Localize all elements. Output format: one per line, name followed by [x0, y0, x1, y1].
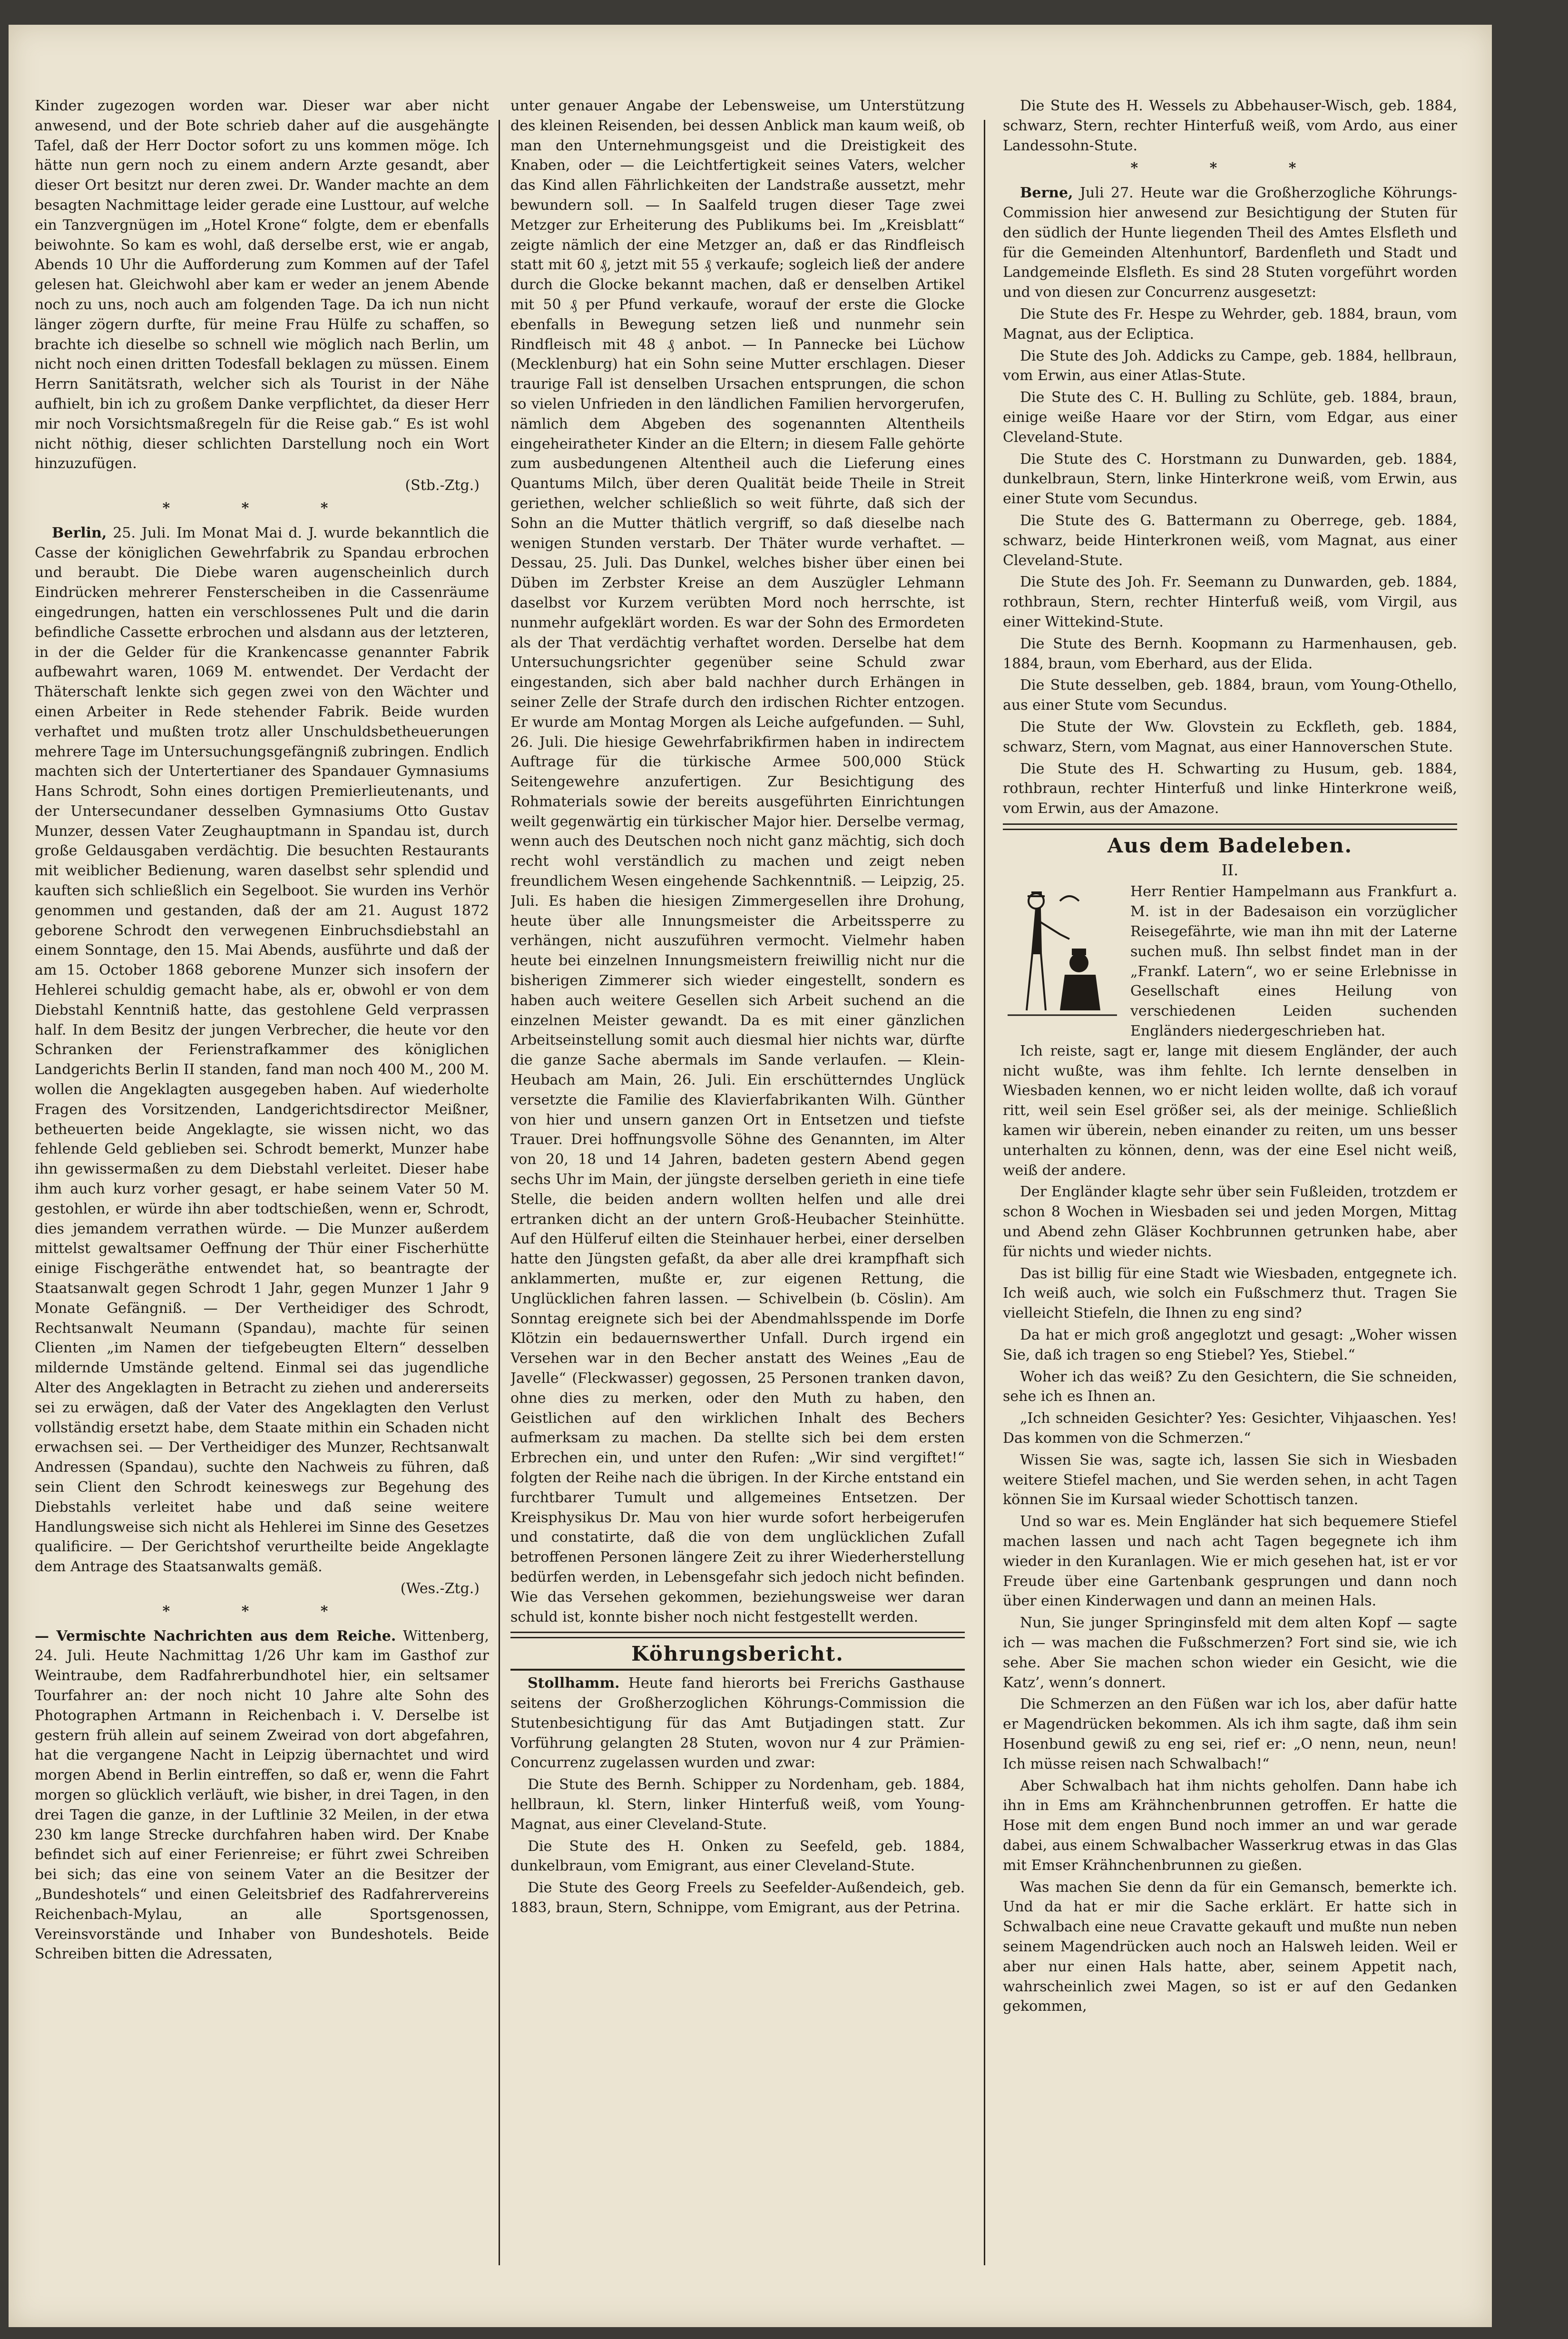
article-berlin	[35, 523, 489, 1577]
article-intro: Herr Rentier Hampelmann aus Frankfurt a. M. ist in der Badesaison ein vorzüglicher Reisegefährte, wie man ihn mit der Laterne suchen muß. Ihn selbst findet man in der „Frankf. Latern“, wo er seine Erlebnisse in Gesellschaft eines Heilung von verschiedenen Leiden suchenden Engländers niedergeschrieben hat.	[1130, 883, 1457, 1040]
paragraph: Aber Schwalbach hat ihm nichts geholfen. Dann habe ich ihn in Ems am Krähnchenbrunnen getroffen. Er hatte die Hose mit dem engen Bund noch immer an und war gerade dabei, aus einem Schwalbacher Wasserkrug etwas in das Glas mit Emser Krähnchenbrunnen zu gießen.	[1003, 1777, 1457, 1874]
list-item: Die Stute des H. Wessels zu Abbehauser-Wisch, geb. 1884, schwarz, Stern, rechter Hinterfuß weiß, vom Ardo, aus einer Landessohn-Stute.	[1003, 98, 1457, 154]
list-item: Die Stute des Bernh. Koopmann zu Harmenhausen, geb. 1884, braun, vom Eberhard, aus der Elida.	[1003, 635, 1457, 672]
article-intro: Kinder zugezogen worden war. Dieser war aber nicht anwesend, und der Bote schrieb daher auf die ausgehängte Tafel, daß der Herr Doctor sofort zu uns kommen möge. Ich hätte nun gern noch zu einem andern Arzte gesandt, aber dieser Ort besitzt nur deren zwei. Dr. Wander machte an dem besagten Nachmittage leider gerade eine Lusttour, auf welche ein Tanzvergnügen im „Hotel Krone“ folgte, dem er ebenfalls beiwohnte. So kam es wohl, daß derselbe erst, wie er angab, Abends 10 Uhr die Aufforderung zum Kommen auf der Tafel gelesen hat. Gleichwohl aber kam er weder an jenem Abende noch zu uns, noch auch am folgenden Tage. Da ich nun nicht länger zögern durfte, für meine Frau Hülfe zu schaffen, so brachte ich dieselbe so schnell wie möglich nach Berlin, um nicht noch einen dritten Todesfall beklagen zu müssen. Einem Herrn Sanitätsrath, welcher sich als Tourist in der Nähe aufhielt, bin ich zu großem Danke verpflichtet, da dieser Herr mir noch Vorsichtsmaßregeln für die Reise gab.“ Es ist wohl nicht nöthig, dieser schlichten Darstellung noch ein Wort hinzuzufügen.	[35, 98, 489, 472]
section-rule	[510, 1669, 965, 1671]
paragraph: „Ich schneiden Gesichter? Yes: Gesichter, Vihjaaschen. Yes! Das kommen von die Schmerzen.“	[1003, 1410, 1457, 1447]
section-title: Aus dem Badeleben.	[1107, 833, 1353, 857]
list-item: Die Stute desselben, geb. 1884, braun, vom Young-Othello, aus einer Stute vom Secundus.	[1003, 677, 1457, 714]
list-item: Die Stute des C. H. Bulling zu Schlüte, geb. 1884, braun, einige weiße Haare vor der Stirn, vom Edgar, aus einer Cleveland-Stute.	[1003, 389, 1457, 446]
source-signature: (Stb.-Ztg.)	[405, 477, 480, 494]
list-item: Die Stute des Joh. Fr. Seemann zu Dunwarden, geb. 1884, rothbraun, Stern, rechter Hinterfuß weiß, vom Virgil, aus einer Wittekind-Stute.	[1003, 574, 1457, 630]
dateline: Stollhamm.	[528, 1675, 620, 1692]
column-2	[510, 96, 965, 2284]
list-item: Die Stute der Ww. Glovstein zu Eckfleth, geb. 1884, schwarz, Stern, vom Magnat, aus einer Hannoverschen Stute.	[1003, 718, 1457, 755]
article-text: 25. Juli. Im Monat Mai d. J. wurde bekanntlich die Casse der königlichen Gewehrfabrik zu Spandau erbrochen und beraubt. Die Diebe waren augenscheinlich durch Eindrücken mehrerer Fensterscheiben in die Cassenräume eingedrungen, hatten ein verschlossenes Pult und die darin befindliche Cassette erbrochen und alsdann aus der letzteren, in der die Gelder für die Krankencasse genannter Fabrik aufbewahrt waren, 1069 M. entwendet. Der Verdacht der Thäterschaft lenkte sich gegen zwei von den Wächter und einen Arbeiter in Rede stehender Fabrik. Beide wurden verhaftet und mußten trotz aller Unschuldsbetheuerungen mehrere Tage im Untersuchungsgefängniß zubringen. Endlich machten sich der Untertertianer des Spandauer Gymnasiums Hans Schrodt, Sohn eines dortigen Premierlieutenants, und der Untersecundaner desselben Gymnasiums Otto Gustav Munzer, dessen Vater Zeughauptmann in Spandau ist, durch große Geldausgaben verdächtig. Die besuchten Restaurants mit weiblicher Bedienung, waren daselbst sehr splendid und kauften sich schließlich ein Segelboot. Sie wurden ins Verhör genommen und gestanden, daß der am 21. August 1872 geborene Schrodt den verwegenen Einbruchsdiebstahl an einem Sonntage, den 15. Mai Abends, ausführte und daß der am 15. October 1868 geborene Munzer sich insofern der Hehlerei schuldig gemacht habe, als er, obwohl er von dem Diebstahl Kenntniß hatte, das gestohlene Geld verprassen half. In dem Besitz der jungen Verbrecher, die heute vor den Schranken der Ferienstrafkammer des königlichen Landgerichts Berlin II standen, fand man noch 400 M., 200 M. wollen die Angeklagten ausgegeben haben. Auf wiederholte Fragen des Vorsitzenden, Landgerichtsdirector Meißner, betheuerten beide Angeklagte, sie wissen nicht, wo das fehlende Geld geblieben sei. Schrodt bemerkt, Munzer habe ihn gewissermaßen zu dem Diebstahl verleitet. Dieser habe ihm auch kurz vorher gesagt, er habe seinem Vater 50 M. gestohlen, er würde ihn aber todtschießen, wenn er, Schrodt, dies jemandem verrathen würde. — Die Munzer außerdem mittelst gewaltsamer Oeffnung der Thür einer Fischerhütte einige Fischgeräthe entwendet hat, so beantragte der Staatsanwalt gegen Schrodt 1 Jahr, gegen Munzer 1 Jahr 9 Monate Gefängniß. — Der Vertheidiger des Schrodt, Rechtsanwalt Neumann (Spandau), machte für seinen Clienten „im Namen der tiefgebeugten Eltern“ desselben mildernde Umstände geltend. Einmal sei das jugendliche Alter des Angeklagten in Betracht zu ziehen und andererseits sei zu erwägen, daß der Vater des Angeklagten den Verlust vollständig ersetzt habe, dem Staate mithin ein Schaden nicht erwachsen sei. — Der Vertheidiger des Munzer, Rechtsanwalt Andressen (Spandau), suchte den Nachweis zu führen, daß sein Client den Schrodt keineswegs zur Begehung des Diebstahls verleitet habe und daß seine weitere Handlungsweise sich nicht als Hehlerei im Sinne des Gesetzes qualificire. — Der Gerichtshof verurtheilte beide Angeklagte dem Antrage des Staatsanwalts gemäß.	[35, 524, 489, 1576]
newspaper-page	[9, 25, 1492, 2327]
list-item: Die Stute des Joh. Addicks zu Campe, geb. 1884, hellbraun, vom Erwin, aus einer Atlas-Stute.	[1003, 347, 1457, 384]
paragraph: Wissen Sie was, sagte ich, lassen Sie sich in Wiesbaden weitere Stiefel machen, und Sie werden sehen, in acht Tagen können Sie im Kursaal wieder Schottisch tanzen.	[1003, 1451, 1457, 1508]
list-item: Die Stute des H. Schwarting zu Husum, geb. 1884, rothbraun, rechter Hinterfuß und linke Hinterkrone weiß, vom Erwin, aus der Amazone.	[1003, 760, 1457, 817]
intro-with-illustration	[1003, 882, 1457, 1041]
paragraph: Nun, Sie junger Springinsfeld mit dem alten Kopf — sagte ich — was machen die Fußschmerzen? Fort sind sie, wie ich sehe. Aber Sie machen schon wieder ein Gesicht, wie die Katz’, wenn’s donnert.	[1003, 1615, 1457, 1691]
list-item: Die Stute des Bernh. Schipper zu Nordenham, geb. 1884, hellbraun, kl. Stern, linker Hinterfuß weiß, vom Young-Magnat, aus einer Cleveland-Stute.	[510, 1776, 965, 1833]
list-item: Die Stute des Fr. Hespe zu Wehrder, geb. 1884, braun, vom Magnat, aus der Ecliptica.	[1003, 305, 1457, 343]
column-3	[1003, 96, 1457, 2284]
article-vermischte	[35, 1626, 489, 1965]
column-divider	[499, 120, 500, 2265]
illustration-two-figures	[1003, 882, 1122, 1025]
separator-stars: * * *	[162, 1603, 362, 1620]
article-berne	[1003, 183, 1457, 303]
article-continued: unter genauer Angabe der Lebensweise, um Unterstützung des kleinen Reisenden, bei dessen Anblick man kaum weiß, ob man den Unternehmungsgeist und die Dreistigkeit des Knaben, oder — die Leichtfertigkeit seines Vaters, welcher das Kind allen Fährlichkeiten der Landstraße aussetzt, mehr bewundern soll. — In Saalfeld trugen dieser Tage zwei Metzger zur Erheiterung des Publikums bei. Im „Kreisblatt“ zeigte nämlich der eine Metzger an, daß er das Rindfleisch statt mit 60 ₰, jetzt mit 55 ₰ verkaufe; sogleich ließ der andere durch die Glocke bekannt machen, daß er denselben Artikel mit 50 ₰ per Pfund verkaufe, worauf der erste die Glocke ebenfalls in Bewegung setzen ließ und nunmehr sein Rindfleisch mit 48 ₰ anbot. — In Pannecke bei Lüchow (Mecklenburg) hat ein Sohn seine Mutter erschlagen. Dieser traurige Fall ist denselben Ursachen entsprungen, die schon so vielen Unfrieden in den ländlichen Familien hervorgerufen, nämlich dem Abgeben des sogenannten Altentheils eingeheiratheter Kinder an die Eltern; in diesem Falle gehörte zum ausbedungenen Altentheil auch die Lieferung eines Quantums Milch, über deren Qualität beide Theile in Streit geriethen, welcher schließlich so weit führte, daß sich der Sohn an die Mutter thätlich vergriff, so daß dieselbe nach wenigen Stunden verstarb. Der Thäter wurde verhaftet. — Dessau, 25. Juli. Das Dunkel, welches bisher über einen bei Düben im Zerbster Kreise an dem Auszügler Lehmann daselbst vor Kurzem verübten Mord noch herrschte, ist nunmehr aufgeklärt worden. Es war der Sohn des Ermordeten als der That verdächtig verhaftet worden. Derselbe hat dem Untersuchungsrichter gegenüber seine Schuld zwar eingestanden, sich aber bald nachher durch Erhängen in seiner Zelle der Strafe durch den irdischen Richter entzogen. Er wurde am Montag Morgen als Leiche aufgefunden. — Suhl, 26. Juli. Die hiesige Gewehrfabrikfirmen haben in indirectem Auftrage für die türkische Armee 500,000 Stück Seitengewehre anzufertigen. Zur Besichtigung des Rohmaterials sowie der bereits ausgeführten Einrichtungen weilt gegenwärtig ein türkischer Major hier. Derselbe vermag, wenn auch des Deutschen noch nicht ganz mächtig, sich doch recht wohl verständlich zu machen und zeigt neben freundlichem Wesen eingehende Sachkenntniß. — Leipzig, 25. Juli. Es haben die hiesigen Zimmergesellen ihre Drohung, heute über alle Innungsmeister die Arbeitssperre zu verhängen, nicht auszuführen vermocht. Vielmehr haben heute bei einzelnen Innungsmeistern freiwillig nicht nur die bisherigen Zimmerer sich wieder eingestellt, sondern es haben auch weitere Gesellen sich Arbeit suchend an die einzelnen Meister gewandt. Da es mit einer gänzlichen Arbeitseinstellung somit auch diesmal hier nichts war, dürfte die ganze Sache abermals im Sande verlaufen. — Klein-Heubach am Main, 26. Juli. Ein erschütterndes Unglück versetzte die Familie des Klavierfabrikanten Wilh. Günther von hier und unsern ganzen Ort in Entsetzen und tiefste Trauer. Drei hoffnungsvolle Söhne des Genannten, im Alter von 20, 18 und 14 Jahren, badeten gestern Abend gegen sechs Uhr im Main, der jüngste derselben gerieth in eine tiefe Stelle, die beiden andern wollten helfen und alle drei ertranken dicht an der untern Groß-Heubacher Steinhütte. Auf den Hülferuf eilten die Steinhauer herbei, einer derselben hatte den Jüngsten gefaßt, da aber alle drei krampfhaft sich anklammerten, mußte er, zur eigenen Rettung, die Unglücklichen fahren lassen. — Schivelbein (b. Cöslin). Am Sonntag ereignete sich bei der Abendmahlsspende im Dorfe Klötzin ein bedauernswerther Unfall. Durch irgend ein Versehen war in den Becher anstatt des Weines „Eau de Javelle“ (Fleckwasser) gegossen, 25 Personen tranken davon, ohne dies zu merken, oder den Muth zu haben, den Geistlichen auf den wirklichen Inhalt des Bechers aufmerksam zu machen. Da stellte sich bei dem ersten Erbrechen ein, und unter den Rufen: „Wir sind vergiftet!“ folgten der Reihe nach die übrigen. In der Kirche entstand ein furchtbarer Tumult und allgemeines Entsetzen. Der Kreisphysikus Dr. Mau von hier wurde sofort herbeigerufen und constatirte, daß die von dem unglücklichen Zufall betroffenen Personen längere Zeit zu ihrer Wiederherstellung bedürfen werden, in Lebensgefahr sich jedoch nicht befinden. Wie das Versehen gekommen, beziehungsweise wer daran schuld ist, konnte bisher noch nicht festgestellt werden.	[510, 98, 965, 1625]
article-text: Wittenberg, 24. Juli. Heute Nachmittag 1/26 Uhr kam im Gasthof zur Weintraube, dem Radfahrerbundhotel hier, ein seltsamer Tourfahrer an: der noch nicht 10 Jahre alte Sohn des Photographen Artmann in Reichenbach i. V. Derselbe ist gestern früh allein auf seinem Zweirad von dort abgefahren, hat die vergangene Nacht in Leipzig übernachtet und wird morgen Abend in Berlin eintreffen, so daß er, wenn die Fahrt morgen so glücklich verläuft, wie bisher, in drei Tagen, in den drei Tagen die ganze, in der Luftlinie 32 Meilen, in der etwa 230 km lange Strecke durchfahren haben wird. Der Knabe befindet sich auf einer Ferienreise; er führt zwei Schreiben bei sich; das eine von seinem Vater an die Besitzer der „Bundeshotels“ und einen Geleitsbrief des Radfahrervereins Reichenbach-Mylau, an alle Sportsgenossen, Vereinsvorstände und Inhaber von Bundeshotels. Beide Schreiben bitten die Adressaten,	[35, 1627, 489, 1963]
section-rule	[510, 1632, 965, 1638]
list-item: Die Stute des G. Battermann zu Oberrege, geb. 1884, schwarz, beide Hinterkronen weiß, vom Magnat, aus einer Cleveland-Stute.	[1003, 512, 1457, 569]
article-text: Heute fand hierorts bei Frerichs Gasthause seitens der Großherzoglichen Köhrungs-Commission die Stutenbesichtigung für das Amt Butjadingen statt. Zur Vorführung gelangten 28 Stuten, wovon nur 4 zur Prämien-Concurrenz zugelassen wurden und zwar:	[510, 1675, 965, 1771]
figures-icon	[1003, 882, 1122, 1025]
paragraph: Der Engländer klagte sehr über sein Fußleiden, trotzdem er schon 8 Wochen in Wiesbaden sei und jeden Morgen, Mittag und Abend zehn Gläser Kochbrunnen getrunken habe, aber für nichts und wieder nichts.	[1003, 1184, 1457, 1260]
source-signature: (Wes.-Ztg.)	[400, 1580, 480, 1597]
article-text: Juli 27. Heute war die Großherzogliche Köhrungs-Commission hier anwesend zur Besichtigung der Stuten für den südlich der Hunte liegenden Theil des Amtes Elsfleth und für die Gemeinden Altenhuntorf, Bardenfleth und Stadt und Landgemeinde Elsfleth. Es sind 28 Stuten vorgeführt worden und von diesen zur Concurrenz ausgesetzt:	[1003, 185, 1457, 301]
paragraph: Das ist billig für eine Stadt wie Wiesbaden, entgegnete ich. Ich weiß auch, wie solch ein Fußschmerz thut. Tragen Sie vielleicht Stiefeln, die Ihnen zu eng sind?	[1003, 1265, 1457, 1322]
paragraph: Und so war es. Mein Engländer hat sich bequemere Stiefel machen lassen und nach acht Tagen begegnete ich ihm wieder in den Kuranlagen. Wie er mich gesehen hat, ist er vor Freude über eine Gartenbank gesprungen und dann noch über einen Kinderwagen und dann an meinen Hals.	[1003, 1513, 1457, 1610]
separator-stars: * * *	[1130, 160, 1330, 177]
paragraph: Woher ich das weiß? Zu den Gesichtern, die Sie schneiden, sehe ich es Ihnen an.	[1003, 1368, 1457, 1405]
part-number: II.	[1221, 861, 1239, 879]
list-item: Die Stute des C. Horstmann zu Dunwarden, geb. 1884, dunkelbraun, Stern, linke Hinterkrone weiß, vom Erwin, aus einer Stute vom Secundus.	[1003, 450, 1457, 508]
paragraph: Die Schmerzen an den Füßen war ich los, aber dafür hatte er Magendrücken bekommen. Als ich ihm sagte, daß ihm sein Hosenbund gewiß zu eng sei, rief er: „O nenn, neun, neun! Ich müsse reisen nach Schwalbach!“	[1003, 1696, 1457, 1772]
paragraph: Was machen Sie denn da für ein Gemansch, bemerkte ich. Und da hat er mir die Sache erklärt. Er hatte sich in Schwalbach eine neue Cravatte gekauft und mußte nun neben seinem Magendrücken auch noch an Halsweh leiden. Weil er aber nur einen Hals hatte, aber, seinem Appetit nach, wahrscheinlich zwei Magen, so ist er auf den Gedanken gekommen,	[1003, 1879, 1457, 2015]
dateline: Berlin,	[52, 524, 107, 541]
list-item: Die Stute des Georg Freels zu Seefelder-Außendeich, geb. 1883, braun, Stern, Schnippe, vom Emigrant, aus der Petrina.	[510, 1879, 965, 1916]
section-heading: — Vermischte Nachrichten aus dem Reiche.	[35, 1627, 396, 1644]
list-item: Die Stute des H. Onken zu Seefeld, geb. 1884, dunkelbraun, vom Emigrant, aus einer Cleveland-Stute.	[510, 1838, 965, 1875]
column-1	[35, 96, 489, 2284]
section-rule	[1003, 823, 1457, 830]
paragraph: Da hat er mich groß angeglotzt und gesagt: „Woher wissen Sie, daß ich tragen so eng Stiebel? Yes, Stiebel.“	[1003, 1327, 1457, 1363]
paragraph: Ich reiste, sagt er, lange mit diesem Engländer, der auch nicht wußte, was ihm fehlte. Ich lernte denselben in Wiesbaden kennen, wo er nicht leiden wollte, daß ich vorauf ritt, weil sein Esel größer sei, als der meinige. Schließlich kamen wir überein, neben einander zu reiten, um uns besser unterhalten zu können, denn, was der eine Esel nicht weiß, weiß der andere.	[1003, 1042, 1457, 1179]
article-stollhamm	[510, 1674, 965, 1773]
column-divider	[984, 120, 985, 2265]
section-title: Köhrungsbericht.	[631, 1642, 844, 1666]
dateline: Berne,	[1020, 185, 1073, 202]
separator-stars: * * *	[162, 499, 362, 517]
